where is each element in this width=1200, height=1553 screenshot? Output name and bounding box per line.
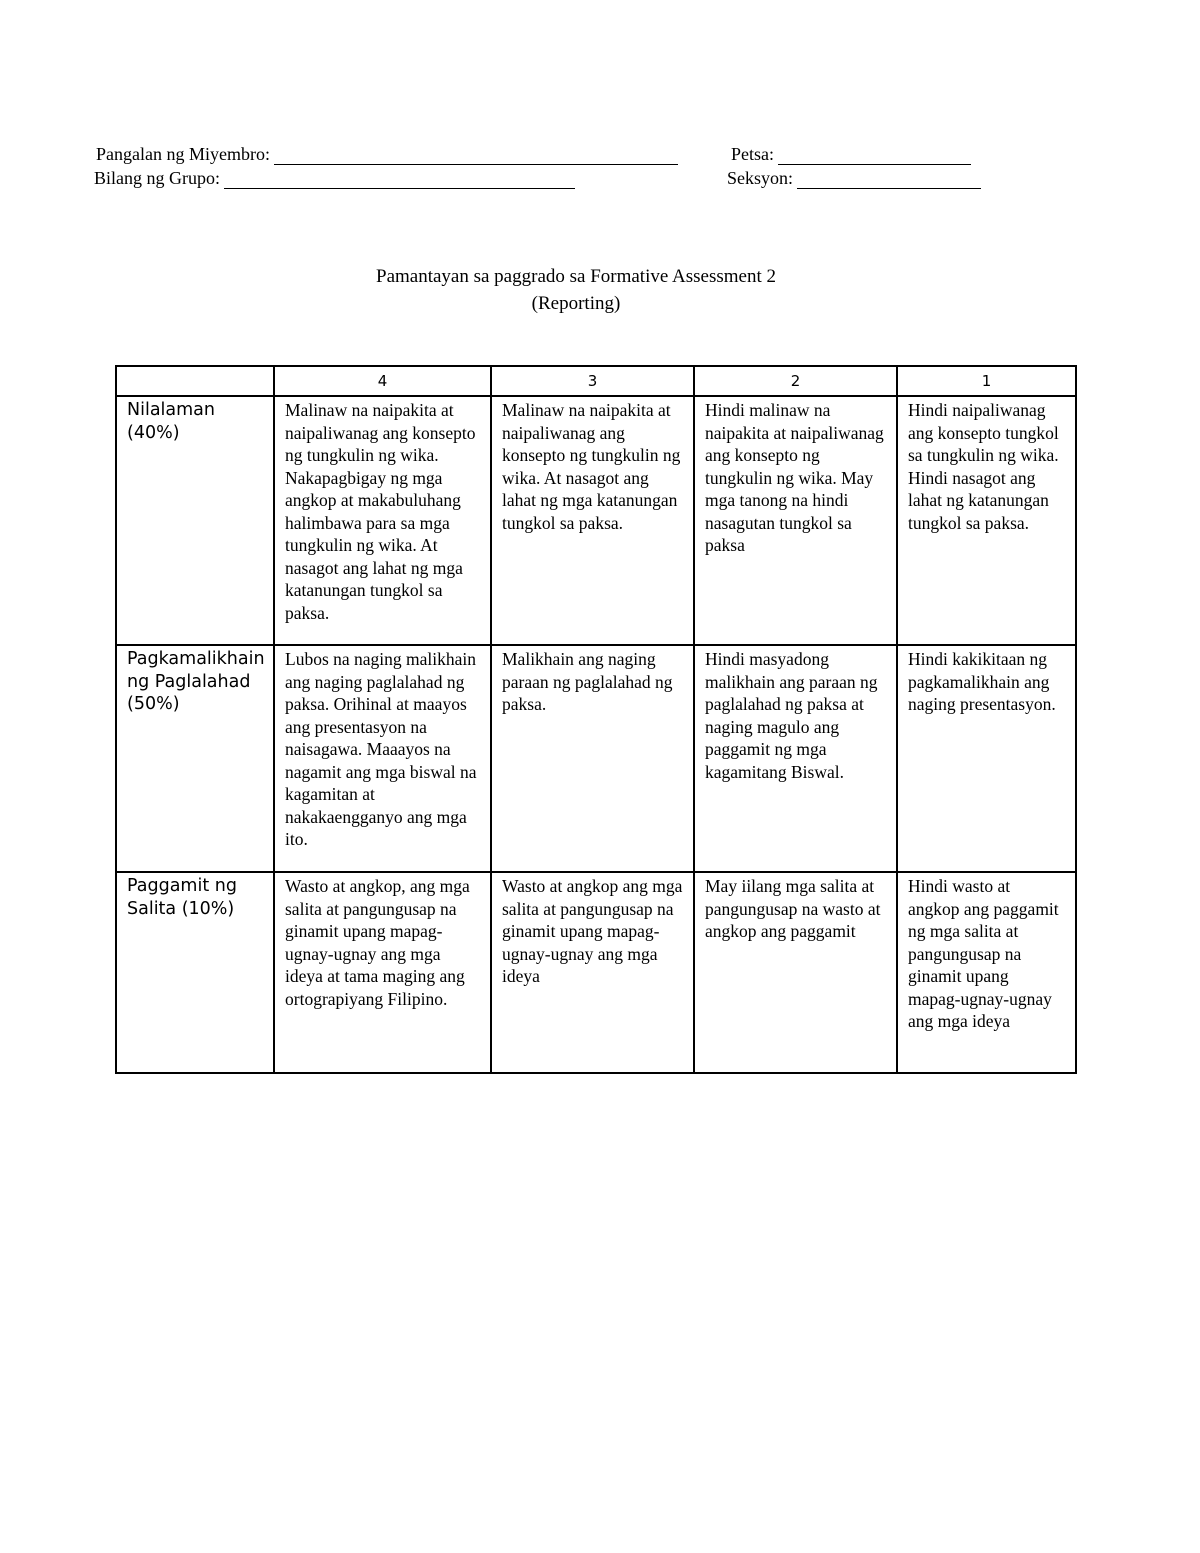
section-label: Seksyon: [727, 168, 794, 188]
rubric-cell: Hindi kakikitaan ng pagkamalikhain ang naging presentasyon. [897, 645, 1076, 872]
table-row [116, 396, 1076, 645]
table-row [116, 645, 1076, 872]
rubric-cell: Wasto at angkop, ang mga salita at pangungusap na ginamit upang mapag-ugnay-ugnay ang mga ideya at tama maging ang ortograpiyang Filipino. [274, 872, 491, 1073]
criterion-pagkamalikhain: Pagkamalikhain ng Paglalahad (50%) [116, 645, 274, 872]
section-blank [797, 170, 981, 189]
rubric-cell: Hindi masyadong malikhain ang paraan ng paglalahad ng paksa at naging magulo ang paggamit ng mga kagamitang Biswal. [694, 645, 897, 872]
member-name-label: Pangalan ng Miyembro: [96, 144, 270, 164]
rubric-cell: Malikhain ang naging paraan ng paglalahad ng paksa. [491, 645, 694, 872]
column-header-4: 4 [274, 366, 491, 396]
date-blank [778, 146, 971, 165]
date-label: Petsa: [731, 144, 774, 164]
group-number-field [94, 167, 575, 189]
column-header-2: 2 [694, 366, 897, 396]
title-line-2: (Reporting) [531, 293, 621, 314]
column-header-3: 3 [491, 366, 694, 396]
date-field [731, 143, 971, 165]
table-row [116, 872, 1076, 1073]
column-header-criteria [116, 366, 274, 396]
rubric-cell: Malinaw na naipakita at naipaliwanag ang konsepto ng tungkulin ng wika. At nasagot ang lahat ng mga katanungan tungkol sa paksa. [491, 396, 694, 645]
rubric-cell: Hindi wasto at angkop ang paggamit ng mga salita at pangungusap na ginamit upang mapag-ugnay-ugnay ang mga ideya [897, 872, 1076, 1073]
member-name-field [96, 143, 678, 165]
group-number-blank [224, 170, 575, 189]
rubric-cell: May iilang mga salita at pangungusap na wasto at angkop ang paggamit [694, 872, 897, 1073]
group-number-label: Bilang ng Grupo: [94, 168, 220, 188]
title-line-1: Pamantayan sa paggrado sa Formative Assessment 2 [376, 266, 776, 287]
rubric-cell: Malinaw na naipakita at naipaliwanag ang konsepto ng tungkulin ng wika. Nakapagbigay ng mga angkop at makabuluhang halimbawa para sa mga tungkulin ng wika. At nasagot ang lahat ng mga katanungan tungkol sa paksa. [274, 396, 491, 645]
criterion-nilalaman: Nilalaman (40%) [116, 396, 274, 645]
rubric-table [115, 365, 1077, 1074]
rubric-cell: Hindi malinaw na naipakita at naipaliwanag ang konsepto ng tungkulin ng wika. May mga tanong na hindi nasagutan tungkol sa paksa [694, 396, 897, 645]
rubric-cell: Lubos na naging malikhain ang naging paglalahad ng paksa. Orihinal at maayos ang presentasyon na naisagawa. Maaayos na nagamit ang mga biswal na kagamitan at nakakaengganyo ang mga ito. [274, 645, 491, 872]
rubric-cell: Wasto at angkop ang mga salita at pangungusap na ginamit upang mapag-ugnay-ugnay ang mga ideya [491, 872, 694, 1073]
column-header-1: 1 [897, 366, 1076, 396]
rubric-cell: Hindi naipaliwanag ang konsepto tungkol sa tungkulin ng wika. Hindi nasagot ang lahat ng katanungan tungkol sa paksa. [897, 396, 1076, 645]
section-field [727, 167, 981, 189]
member-name-blank [274, 146, 678, 165]
criterion-paggamit-ng-salita: Paggamit ng Salita (10%) [116, 872, 274, 1073]
table-header-row [116, 366, 1076, 396]
document-title [0, 263, 1152, 317]
